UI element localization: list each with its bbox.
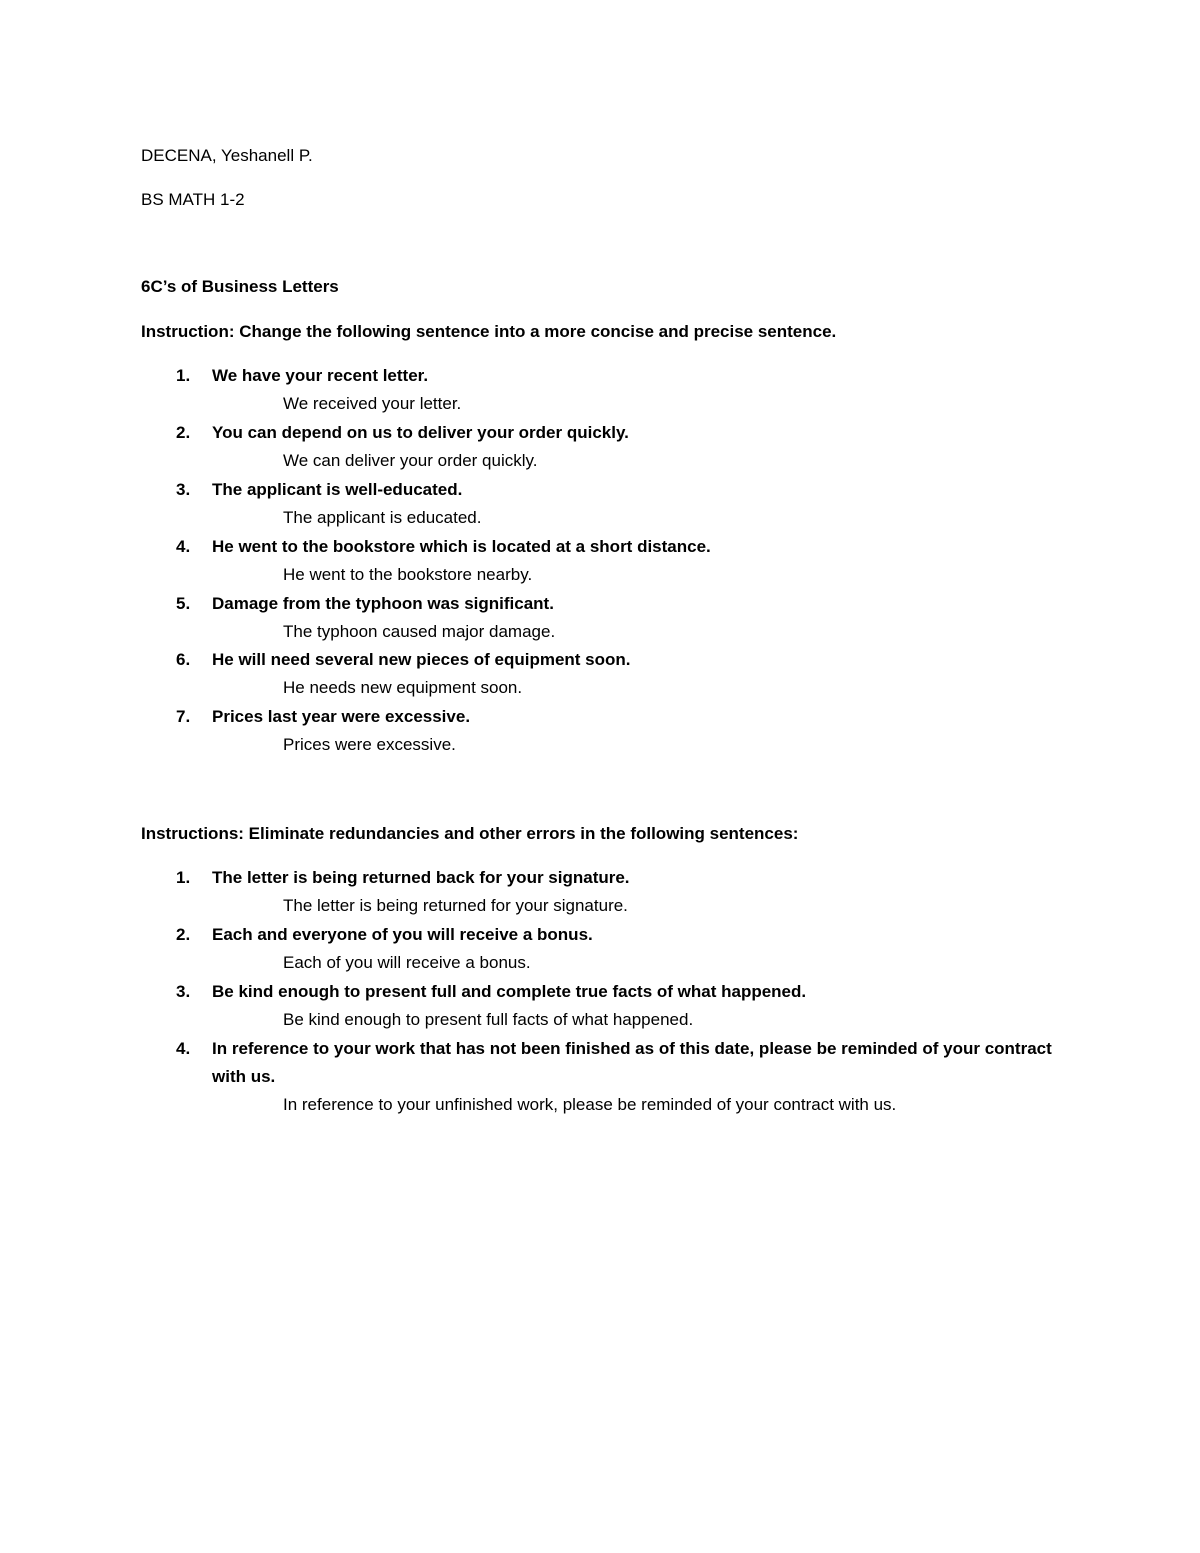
- item-question: We have your recent letter.: [212, 366, 429, 385]
- student-name: DECENA, Yeshanell P.: [141, 146, 313, 165]
- item-answer: We can deliver your order quickly.: [283, 451, 538, 470]
- item-answer: In reference to your unfinished work, please be reminded of your contract with us.: [283, 1095, 897, 1114]
- item-number: 4.: [176, 1039, 191, 1058]
- item-answer: We received your letter.: [283, 394, 462, 413]
- item-answer: The typhoon caused major damage.: [283, 622, 556, 641]
- item-number: 3.: [176, 982, 191, 1001]
- item-answer: He went to the bookstore nearby.: [283, 565, 533, 584]
- item-question: The letter is being returned back for your signature.: [212, 868, 630, 887]
- item-answer: Prices were excessive.: [283, 735, 456, 754]
- item-question: He will need several new pieces of equipment soon.: [212, 650, 631, 669]
- item-number: 6.: [176, 650, 191, 669]
- part1-instruction: Instruction: Change the following sentence into a more concise and precise sentence.: [141, 322, 837, 341]
- item-number: 4.: [176, 537, 191, 556]
- item-question: Damage from the typhoon was significant.: [212, 594, 554, 613]
- item-question: The applicant is well-educated.: [212, 480, 463, 499]
- item-number: 2.: [176, 925, 191, 944]
- item-answer: Each of you will receive a bonus.: [283, 953, 531, 972]
- item-question: In reference to your work that has not been finished as of this date, please be reminded of your contract with us.: [212, 1039, 1052, 1086]
- item-question: Be kind enough to present full and complete true facts of what happened.: [212, 982, 807, 1001]
- item-answer: The applicant is educated.: [283, 508, 482, 527]
- part2-instruction: Instructions: Eliminate redundancies and other errors in the following sentences:: [141, 824, 799, 843]
- item-number: 5.: [176, 594, 191, 613]
- item-number: 1.: [176, 366, 191, 385]
- item-question: He went to the bookstore which is located at a short distance.: [212, 537, 711, 556]
- item-number: 2.: [176, 423, 191, 442]
- item-number: 3.: [176, 480, 191, 499]
- item-answer: He needs new equipment soon.: [283, 678, 523, 697]
- student-section: BS MATH 1-2: [141, 190, 245, 209]
- item-question: You can depend on us to deliver your order quickly.: [212, 423, 629, 442]
- item-question: Each and everyone of you will receive a bonus.: [212, 925, 593, 944]
- item-number: 1.: [176, 868, 191, 887]
- item-answer: Be kind enough to present full facts of what happened.: [283, 1010, 694, 1029]
- item-number: 7.: [176, 707, 191, 726]
- item-question: Prices last year were excessive.: [212, 707, 471, 726]
- document-title: 6C’s of Business Letters: [141, 277, 339, 296]
- item-answer: The letter is being returned for your signature.: [283, 896, 628, 915]
